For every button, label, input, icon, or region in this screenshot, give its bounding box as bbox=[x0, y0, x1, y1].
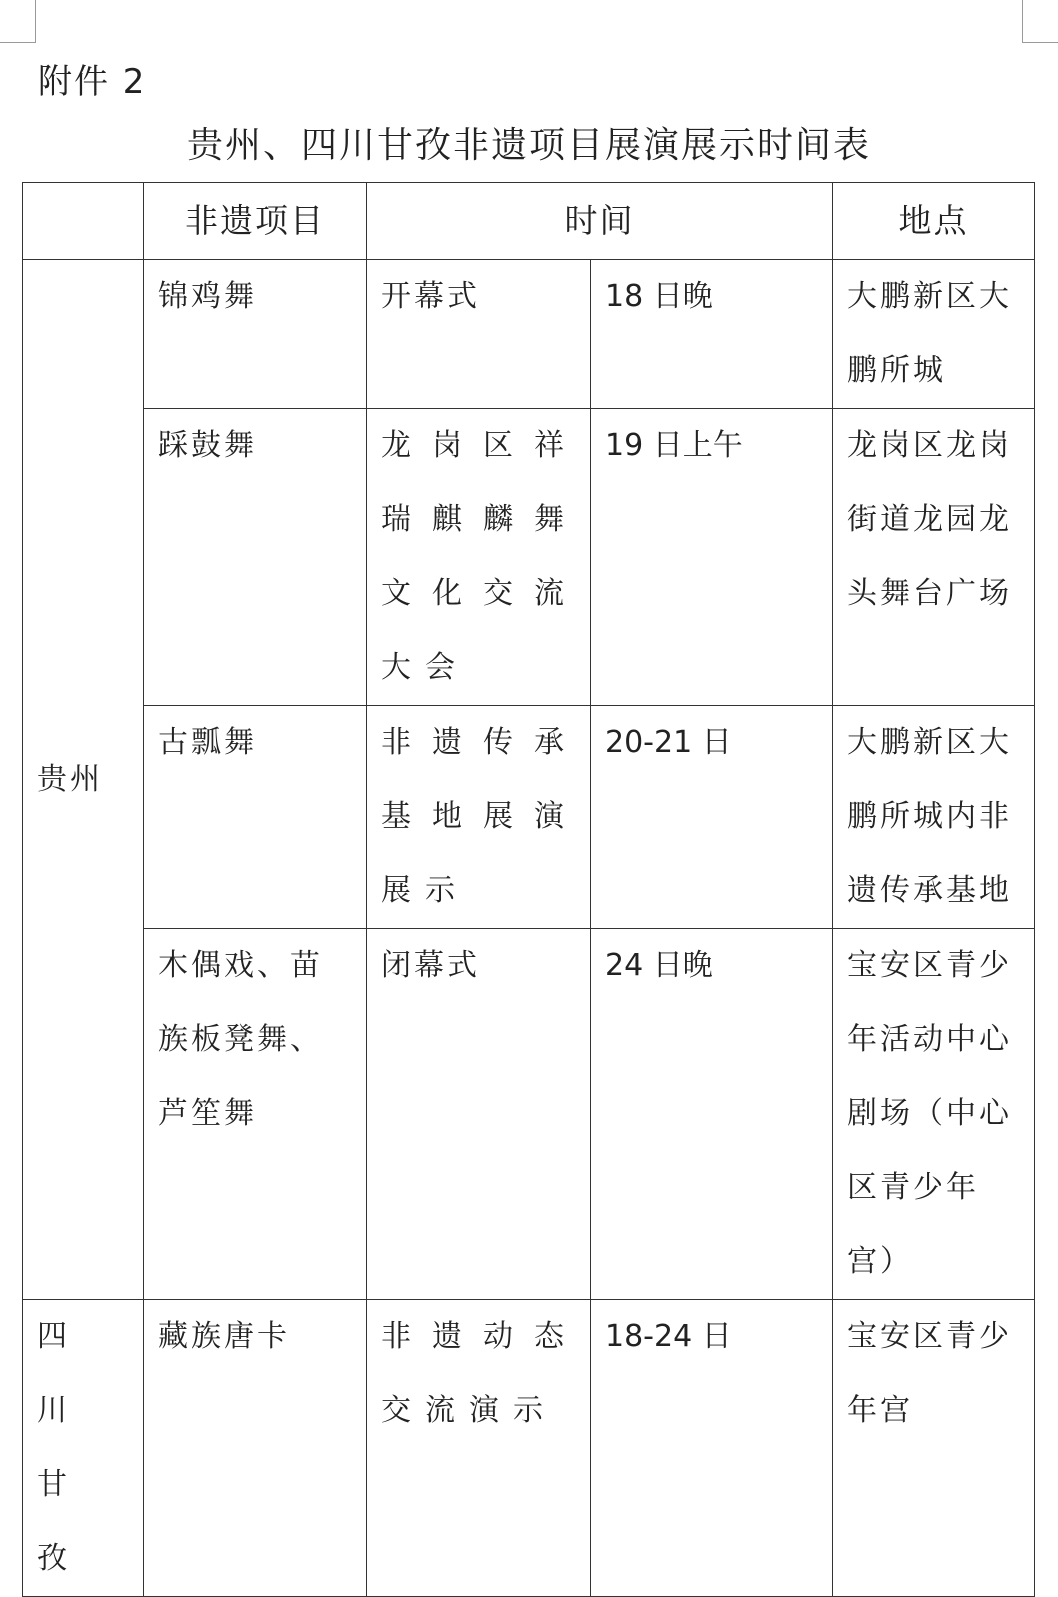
project-name: 古瓢舞 bbox=[158, 725, 257, 760]
page-corner-mark-top-left bbox=[0, 0, 36, 43]
location-value: 大鹏新区大鹏所城内非遗传承基地 bbox=[847, 725, 1012, 908]
time-cell bbox=[591, 1300, 833, 1597]
table-row bbox=[23, 929, 1035, 1300]
project-cell bbox=[144, 706, 367, 929]
event-name: 开幕式 bbox=[381, 279, 480, 314]
time-value: 19 日上午 bbox=[605, 428, 743, 463]
time-value: 24 日晚 bbox=[605, 948, 713, 983]
location-cell bbox=[833, 409, 1035, 706]
event-cell bbox=[367, 260, 591, 409]
location-value: 大鹏新区大鹏所城 bbox=[847, 279, 1012, 388]
attachment-label: 附件 2 bbox=[38, 62, 147, 102]
header-location: 地点 bbox=[833, 183, 1035, 260]
event-cell bbox=[367, 929, 591, 1300]
event-name: 闭幕式 bbox=[381, 948, 480, 983]
location-value: 宝安区青少年宫 bbox=[847, 1319, 1012, 1428]
schedule-table bbox=[22, 182, 1035, 1597]
region-label: 贵州 bbox=[37, 761, 103, 797]
project-name: 木偶戏、苗族板凳舞、芦笙舞 bbox=[158, 948, 323, 1131]
event-name: 非遗传承基地展演展示 bbox=[381, 725, 578, 908]
region-label: 四川甘孜 bbox=[37, 1319, 91, 1576]
event-cell bbox=[367, 409, 591, 706]
project-cell bbox=[144, 260, 367, 409]
table-row bbox=[23, 706, 1035, 929]
region-cell-guizhou bbox=[23, 260, 144, 1300]
header-time: 时间 bbox=[367, 183, 833, 260]
table-row bbox=[23, 260, 1035, 409]
time-value: 18-24 日 bbox=[605, 1319, 732, 1354]
time-value: 20-21 日 bbox=[605, 725, 732, 760]
region-cell-sichuan-ganzi bbox=[23, 1300, 144, 1597]
location-value: 龙岗区龙岗街道龙园龙头舞台广场 bbox=[847, 428, 1012, 611]
project-name: 锦鸡舞 bbox=[158, 279, 257, 314]
table-row bbox=[23, 1300, 1035, 1597]
time-value: 18 日晚 bbox=[605, 279, 713, 314]
page-corner-mark-top-right bbox=[1022, 0, 1058, 43]
location-cell bbox=[833, 260, 1035, 409]
header-region bbox=[23, 183, 144, 260]
project-cell bbox=[144, 1300, 367, 1597]
time-cell bbox=[591, 260, 833, 409]
project-cell bbox=[144, 409, 367, 706]
table-header-row bbox=[23, 183, 1035, 260]
event-name: 龙岗区祥瑞麒麟舞文化交流大会 bbox=[381, 428, 578, 685]
time-cell bbox=[591, 929, 833, 1300]
time-cell bbox=[591, 409, 833, 706]
project-cell bbox=[144, 929, 367, 1300]
location-cell bbox=[833, 1300, 1035, 1597]
header-project: 非遗项目 bbox=[144, 183, 367, 260]
location-value: 宝安区青少年活动中心剧场（中心区青少年宫） bbox=[847, 948, 1012, 1279]
project-name: 藏族唐卡 bbox=[158, 1319, 290, 1354]
event-name: 非遗动态交流演示 bbox=[381, 1319, 578, 1428]
event-cell bbox=[367, 706, 591, 929]
location-cell bbox=[833, 929, 1035, 1300]
location-cell bbox=[833, 706, 1035, 929]
time-cell bbox=[591, 706, 833, 929]
project-name: 踩鼓舞 bbox=[158, 428, 257, 463]
document-title: 贵州、四川甘孜非遗项目展演展示时间表 bbox=[186, 125, 871, 166]
table-row bbox=[23, 409, 1035, 706]
event-cell bbox=[367, 1300, 591, 1597]
